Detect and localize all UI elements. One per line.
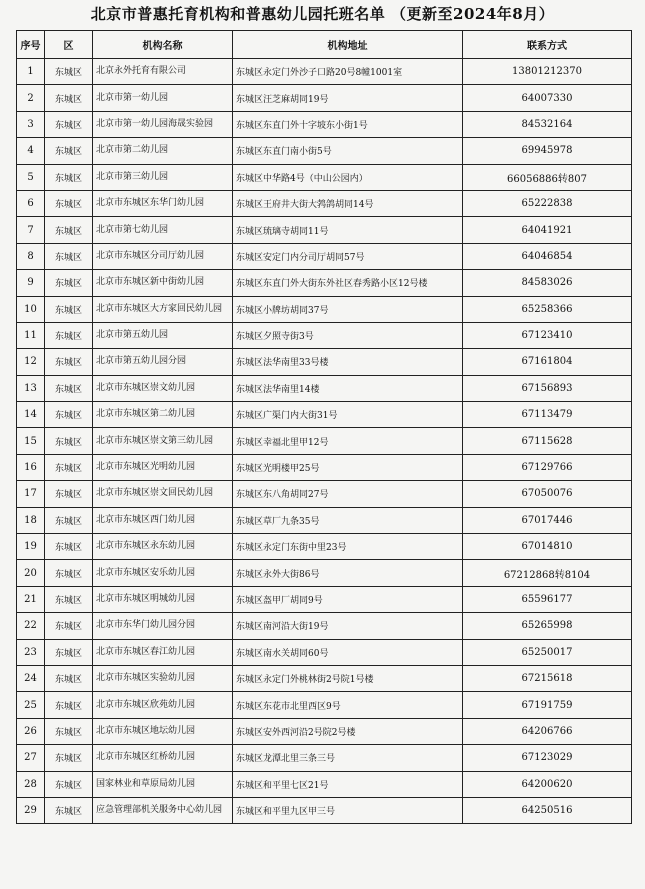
cell-name: 北京市第二幼儿园 — [93, 138, 233, 164]
cell-phone: 64200620 — [463, 771, 632, 797]
table-header-row — [17, 31, 632, 59]
cell-name: 北京市东华门幼儿园分园 — [93, 613, 233, 639]
cell-address: 东城区法华南里33号楼 — [233, 349, 463, 375]
cell-district: 东城区 — [45, 296, 93, 322]
cell-phone: 64046854 — [463, 243, 632, 269]
cell-no: 11 — [17, 322, 45, 348]
cell-no: 4 — [17, 138, 45, 164]
cell-address: 东城区安定门内分司厅胡同57号 — [233, 243, 463, 269]
cell-district: 东城区 — [45, 402, 93, 428]
cell-phone: 66056886转807 — [463, 164, 632, 190]
cell-name: 北京市东城区实验幼儿园 — [93, 665, 233, 691]
cell-phone: 65250017 — [463, 639, 632, 665]
cell-phone: 13801212370 — [463, 59, 632, 85]
cell-district: 东城区 — [45, 560, 93, 586]
cell-district: 东城区 — [45, 85, 93, 111]
cell-name: 北京市第三幼儿园 — [93, 164, 233, 190]
table-row — [17, 771, 632, 797]
cell-no: 7 — [17, 217, 45, 243]
cell-name: 北京市第五幼儿园分园 — [93, 349, 233, 375]
table-row — [17, 718, 632, 744]
table-row — [17, 507, 632, 533]
header-no: 序号 — [17, 31, 45, 59]
cell-phone: 67212868转8104 — [463, 560, 632, 586]
table-row — [17, 349, 632, 375]
cell-name: 北京市东城区西门幼儿园 — [93, 507, 233, 533]
cell-name: 北京市东城区地坛幼儿园 — [93, 718, 233, 744]
cell-name: 应急管理部机关服务中心幼儿园 — [93, 797, 233, 823]
cell-phone: 67156893 — [463, 375, 632, 401]
table-row — [17, 428, 632, 454]
cell-district: 东城区 — [45, 243, 93, 269]
cell-district: 东城区 — [45, 322, 93, 348]
cell-address: 东城区永定门外沙子口路20号8幢1001室 — [233, 59, 463, 85]
cell-address: 东城区光明楼甲25号 — [233, 454, 463, 480]
cell-no: 15 — [17, 428, 45, 454]
cell-no: 20 — [17, 560, 45, 586]
cell-address: 东城区安外西河沿2号院2号楼 — [233, 718, 463, 744]
table-row — [17, 164, 632, 190]
table-row — [17, 190, 632, 216]
cell-no: 22 — [17, 613, 45, 639]
cell-address: 东城区南水关胡同60号 — [233, 639, 463, 665]
cell-phone: 67123410 — [463, 322, 632, 348]
cell-no: 23 — [17, 639, 45, 665]
cell-name: 北京市东城区光明幼儿园 — [93, 454, 233, 480]
cell-no: 24 — [17, 665, 45, 691]
cell-no: 17 — [17, 481, 45, 507]
cell-district: 东城区 — [45, 692, 93, 718]
cell-address: 东城区中华路4号（中山公园内） — [233, 164, 463, 190]
cell-name: 国家林业和草原局幼儿园 — [93, 771, 233, 797]
cell-no: 29 — [17, 797, 45, 823]
cell-district: 东城区 — [45, 586, 93, 612]
cell-phone: 67161804 — [463, 349, 632, 375]
cell-name: 北京市东城区崇文幼儿园 — [93, 375, 233, 401]
cell-address: 东城区永定门东街中里23号 — [233, 534, 463, 560]
table-row — [17, 138, 632, 164]
cell-name: 北京市东城区新中街幼儿园 — [93, 270, 233, 296]
cell-no: 28 — [17, 771, 45, 797]
cell-district: 东城区 — [45, 375, 93, 401]
cell-phone: 64041921 — [463, 217, 632, 243]
table-row — [17, 613, 632, 639]
document-title: 北京市普惠托育机构和普惠幼儿园托班名单 （更新至2024年8月） — [90, 5, 555, 23]
cell-name: 北京市东城区安乐幼儿园 — [93, 560, 233, 586]
table-row — [17, 270, 632, 296]
nursery-list-table — [16, 30, 632, 824]
cell-address: 东城区和平里七区21号 — [233, 771, 463, 797]
cell-address: 东城区永外大街86号 — [233, 560, 463, 586]
cell-name: 北京市东城区明城幼儿园 — [93, 586, 233, 612]
table-row — [17, 375, 632, 401]
cell-district: 东城区 — [45, 639, 93, 665]
cell-no: 8 — [17, 243, 45, 269]
cell-district: 东城区 — [45, 507, 93, 533]
cell-district: 东城区 — [45, 270, 93, 296]
cell-no: 12 — [17, 349, 45, 375]
cell-address: 东城区南河沿大街19号 — [233, 613, 463, 639]
cell-phone: 84583026 — [463, 270, 632, 296]
cell-address: 东城区东直门南小街5号 — [233, 138, 463, 164]
table-row — [17, 534, 632, 560]
cell-address: 东城区龙潭北里三条三号 — [233, 745, 463, 771]
table-row — [17, 243, 632, 269]
table-body — [17, 59, 632, 824]
cell-phone: 67050076 — [463, 481, 632, 507]
cell-address: 东城区东直门外大街东外社区春秀路小区12号楼 — [233, 270, 463, 296]
cell-no: 3 — [17, 111, 45, 137]
cell-district: 东城区 — [45, 59, 93, 85]
cell-name: 北京市第七幼儿园 — [93, 217, 233, 243]
table-row — [17, 481, 632, 507]
cell-district: 东城区 — [45, 534, 93, 560]
cell-name: 北京市东城区第二幼儿园 — [93, 402, 233, 428]
cell-no: 6 — [17, 190, 45, 216]
table-row — [17, 586, 632, 612]
cell-district: 东城区 — [45, 481, 93, 507]
cell-no: 5 — [17, 164, 45, 190]
cell-address: 东城区和平里九区甲三号 — [233, 797, 463, 823]
table-row — [17, 111, 632, 137]
cell-phone: 65596177 — [463, 586, 632, 612]
cell-address: 东城区广渠门内大街31号 — [233, 402, 463, 428]
cell-no: 19 — [17, 534, 45, 560]
cell-address: 东城区东花市北里西区9号 — [233, 692, 463, 718]
table-row — [17, 402, 632, 428]
cell-address: 东城区琉璃寺胡同11号 — [233, 217, 463, 243]
cell-address: 东城区幸福北里甲12号 — [233, 428, 463, 454]
cell-no: 9 — [17, 270, 45, 296]
cell-phone: 69945978 — [463, 138, 632, 164]
cell-address: 东城区东八角胡同27号 — [233, 481, 463, 507]
cell-phone: 64250516 — [463, 797, 632, 823]
table-row — [17, 322, 632, 348]
cell-district: 东城区 — [45, 428, 93, 454]
cell-phone: 67215618 — [463, 665, 632, 691]
table-row — [17, 560, 632, 586]
cell-name: 北京市第一幼儿园 — [93, 85, 233, 111]
cell-district: 东城区 — [45, 164, 93, 190]
cell-district: 东城区 — [45, 613, 93, 639]
table-row — [17, 454, 632, 480]
header-phone: 联系方式 — [463, 31, 632, 59]
cell-phone: 67191759 — [463, 692, 632, 718]
cell-address: 东城区永定门外桃林街2号院1号楼 — [233, 665, 463, 691]
table-row — [17, 85, 632, 111]
cell-phone: 67113479 — [463, 402, 632, 428]
cell-district: 东城区 — [45, 111, 93, 137]
cell-phone: 67129766 — [463, 454, 632, 480]
cell-district: 东城区 — [45, 454, 93, 480]
cell-address: 东城区东直门外十字坡东小街1号 — [233, 111, 463, 137]
cell-district: 东城区 — [45, 745, 93, 771]
cell-no: 13 — [17, 375, 45, 401]
cell-no: 27 — [17, 745, 45, 771]
cell-no: 18 — [17, 507, 45, 533]
cell-district: 东城区 — [45, 797, 93, 823]
cell-phone: 64206766 — [463, 718, 632, 744]
cell-district: 东城区 — [45, 665, 93, 691]
cell-district: 东城区 — [45, 217, 93, 243]
cell-name: 北京市东城区欣苑幼儿园 — [93, 692, 233, 718]
cell-phone: 65265998 — [463, 613, 632, 639]
cell-name: 北京市第五幼儿园 — [93, 322, 233, 348]
table-row — [17, 59, 632, 85]
cell-phone: 65222838 — [463, 190, 632, 216]
cell-no: 16 — [17, 454, 45, 480]
table-row — [17, 665, 632, 691]
cell-phone: 64007330 — [463, 85, 632, 111]
cell-no: 14 — [17, 402, 45, 428]
cell-district: 东城区 — [45, 190, 93, 216]
cell-address: 东城区夕照寺街3号 — [233, 322, 463, 348]
cell-phone: 67123029 — [463, 745, 632, 771]
cell-district: 东城区 — [45, 771, 93, 797]
cell-name: 北京市第一幼儿园海晟实验园 — [93, 111, 233, 137]
cell-address: 东城区汪芝麻胡同19号 — [233, 85, 463, 111]
cell-name: 北京市东城区崇文第三幼儿园 — [93, 428, 233, 454]
cell-address: 东城区草厂九条35号 — [233, 507, 463, 533]
cell-district: 东城区 — [45, 349, 93, 375]
table-row — [17, 639, 632, 665]
cell-name: 北京永外托育有限公司 — [93, 59, 233, 85]
header-address: 机构地址 — [233, 31, 463, 59]
table-row — [17, 217, 632, 243]
cell-address: 东城区法华南里14楼 — [233, 375, 463, 401]
cell-name: 北京市东城区分司厅幼儿园 — [93, 243, 233, 269]
header-district: 区 — [45, 31, 93, 59]
cell-phone: 67017446 — [463, 507, 632, 533]
cell-phone: 84532164 — [463, 111, 632, 137]
cell-name: 北京市东城区春江幼儿园 — [93, 639, 233, 665]
cell-name: 北京市东城区大方家回民幼儿园 — [93, 296, 233, 322]
cell-no: 10 — [17, 296, 45, 322]
cell-address: 东城区盔甲厂胡同9号 — [233, 586, 463, 612]
cell-phone: 67014810 — [463, 534, 632, 560]
header-name: 机构名称 — [93, 31, 233, 59]
cell-name: 北京市东城区红桥幼儿园 — [93, 745, 233, 771]
cell-no: 25 — [17, 692, 45, 718]
cell-name: 北京市东城区永东幼儿园 — [93, 534, 233, 560]
table-row — [17, 745, 632, 771]
table-row — [17, 692, 632, 718]
cell-no: 2 — [17, 85, 45, 111]
cell-phone: 67115628 — [463, 428, 632, 454]
cell-no: 21 — [17, 586, 45, 612]
cell-name: 北京市东城区崇文回民幼儿园 — [93, 481, 233, 507]
cell-name: 北京市东城区东华门幼儿园 — [93, 190, 233, 216]
cell-address: 东城区王府井大街大鹁鸽胡同14号 — [233, 190, 463, 216]
cell-district: 东城区 — [45, 138, 93, 164]
cell-no: 1 — [17, 59, 45, 85]
cell-phone: 65258366 — [463, 296, 632, 322]
cell-address: 东城区小牌坊胡同37号 — [233, 296, 463, 322]
table-row — [17, 296, 632, 322]
cell-district: 东城区 — [45, 718, 93, 744]
table-row — [17, 797, 632, 823]
cell-no: 26 — [17, 718, 45, 744]
